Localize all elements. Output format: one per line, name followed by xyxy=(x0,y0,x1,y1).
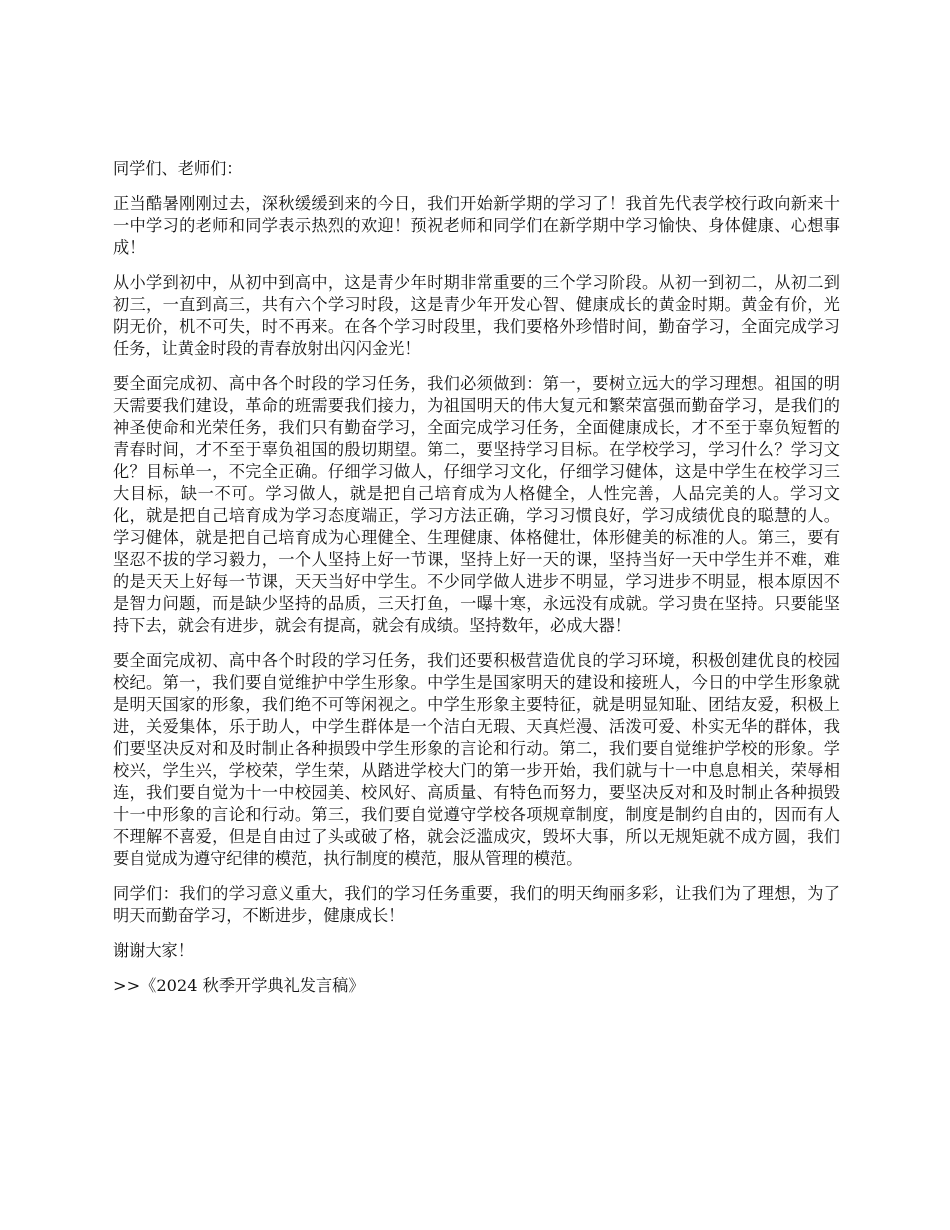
paragraph-thanks: 谢谢大家！ xyxy=(113,941,194,960)
paragraph-study-stages: 从小学到初中，从初中到高中，这是青少年时期非常重要的三个学习阶段。从初一到初二，从初二到初三，一直到高三，共有六个学习时段，这是青少年开发心智、健康成长的黄金时期。黄金有价，光阴无价，机不可失，时不再来。在各个学习时段里，我们要格外珍惜时间，勤奋学习，全面完成学习任务，让黄金时段的青春放射出闪闪金光！ xyxy=(113,273,840,358)
related-article-link[interactable]: >>《2024 秋季开学典礼发言稿》 xyxy=(113,976,365,995)
paragraph-closing: 同学们：我们的学习意义重大，我们的学习任务重要，我们的明天绚丽多彩，让我们为了理想，为了明天而勤奋学习，不断进步，健康成长！ xyxy=(113,884,840,925)
paragraph-study-tasks: 要全面完成初、高中各个时段的学习任务，我们必须做到：第一，要树立远大的学习理想。祖国的明天需要我们建设，革命的班需要我们接力，为祖国明天的伟大复元和繁荣富强而勤奋学习，是我们的神圣使命和光荣任务，我们只有勤奋学习，全面完成学习任务，全面健康成长，才不至于辜负短暂的青春时间，才不至于辜负祖国的殷切期望。第二，要坚持学习目标。在学校学习，学习什么？学习文化？目标单一，不完全正确。仔细学习做人，仔细学习文化，仔细学习健体，这是中学生在校学习三大目标，缺一不可。学习做人，就是把自己培育成为人格健全，人性完善，人品完美的人。学习文化，就是把自己培育成为学习态度端正，学习方法正确，学习习惯良好，学习成绩优良的聪慧的人。学习健体，就是把自己培育成为心理健全、生理健康、体格健壮，体形健美的标准的人。第三，要有坚忍不拔的学习毅力，一个人坚持上好一节课，坚持上好一天的课，坚持当好一天中学生并不难，难的是天天上好每一节课，天天当好中学生。不少同学做人进步不明显，学习进步不明显，根本原因不是智力问题，而是缺少坚持的品质，三天打鱼，一曝十寒，永远没有成就。学习贵在坚持。只要能坚持下去，就会有进步，就会有提高，就会有成绩。坚持数年，必成大器！ xyxy=(113,374,840,635)
paragraph-study-environment: 要全面完成初、高中各个时段的学习任务，我们还要积极营造优良的学习环境，积极创建优良的校园校纪。第一，我们要自觉维护中学生形象。中学生是国家明天的建设和接班人，今日的中学生形象就是明天国家的形象，我们绝不可等闲视之。中学生形象主要特征，就是明显知耻、团结友爱，积极上进，关爱集体，乐于助人，中学生群体是一个洁白无瑕、天真烂漫、活泼可爱、朴实无华的群体，我们要坚决反对和及时制止各种损毁中学生形象的言论和行动。第二，我们要自觉维护学校的形象。学校兴，学生兴，学校荣，学生荣，从踏进学校大门的第一步开始，我们就与十一中息息相关，荣辱相连，我们要自觉为十一中校园美、校风好、高质量、有特色而努力，要坚决反对和及时制止各种损毁十一中形象的言论和行动。第三，我们要自觉遵守学校各项规章制度，制度是制约自由的，因而有人不理解不喜爱，但是自由过了头或破了格，就会泛滥成灾，毁坏大事，所以无规矩就不成方圆，我们要自觉成为遵守纪律的模范，执行制度的模范，服从管理的模范。 xyxy=(113,651,840,868)
paragraph-welcome: 正当酷暑刚刚过去，深秋缓缓到来的今日，我们开始新学期的学习了！我首先代表学校行政向新来十一中学习的老师和同学表示热烈的欢迎！预祝老师和同学们在新学期中学习愉快、身体健康、心想事成！ xyxy=(113,194,840,257)
document-body xyxy=(113,158,840,1010)
salutation: 同学们、老师们： xyxy=(113,159,243,178)
